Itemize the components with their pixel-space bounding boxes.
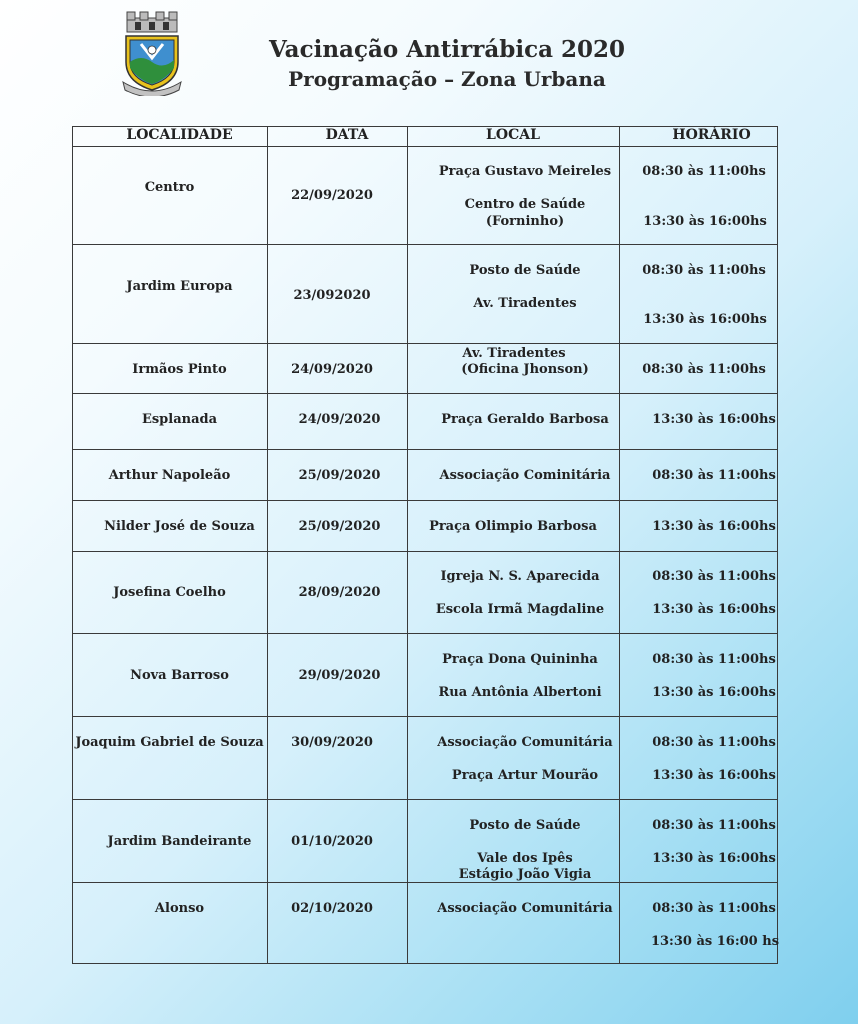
row-divider	[72, 343, 778, 344]
cell-local: (Forninho)	[485, 214, 565, 229]
cell-horario: 08:30 às 11:00hs	[652, 818, 776, 833]
cell-local: Associação Comunitária	[437, 735, 613, 750]
cell-horario: 13:30 às 16:00hs	[643, 312, 767, 327]
cell-local: (Oficina Jhonson)	[461, 362, 589, 377]
cell-local: Av. Tiradentes	[473, 296, 577, 311]
page-subtitle	[0, 67, 858, 91]
cell-data: 29/09/2020	[298, 668, 381, 683]
cell-data: 01/10/2020	[291, 834, 373, 849]
cell-local: Praça Artur Mourão	[451, 768, 599, 783]
cell-localidade: Esplanada	[141, 412, 218, 427]
cell-local: Praça Dona Quininha	[442, 652, 598, 667]
cell-data: 23/092020	[293, 288, 371, 303]
title-text: Vacinação Antirrábica 2020	[268, 36, 626, 63]
row-divider	[72, 393, 778, 394]
cell-local: Praça Olimpio Barbosa	[429, 519, 597, 534]
cell-local: Praça Geraldo Barbosa	[441, 412, 609, 427]
cell-localidade: Alonso	[154, 901, 205, 916]
cell-data: 24/09/2020	[291, 362, 373, 377]
cell-horario: 08:30 às 11:00hs	[652, 468, 776, 483]
row-divider	[72, 799, 778, 800]
cell-horario: 13:30 às 16:00hs	[652, 519, 776, 534]
cell-horario: 13:30 às 16:00hs	[652, 851, 776, 866]
cell-local: Posto de Saúde	[469, 263, 581, 278]
cell-horario: 08:30 às 11:00hs	[642, 164, 766, 179]
row-divider	[72, 500, 778, 501]
subtitle-text: Programação – Zona Urbana	[288, 67, 606, 91]
cell-horario: 13:30 às 16:00hs	[643, 214, 767, 229]
cell-horario: 08:30 às 11:00hs	[642, 263, 766, 278]
schedule-table	[72, 126, 778, 964]
column-header-data: DATA	[325, 127, 369, 143]
cell-localidade: Centro	[144, 180, 195, 195]
cell-local: Escola Irmã Magdaline	[435, 602, 605, 617]
row-divider	[72, 633, 778, 634]
cell-horario: 08:30 às 11:00hs	[652, 652, 776, 667]
cell-data: 25/09/2020	[298, 468, 381, 483]
row-divider	[72, 716, 778, 717]
cell-local: Igreja N. S. Aparecida	[440, 569, 600, 584]
cell-localidade: Nilder José de Souza	[104, 519, 255, 534]
row-divider	[72, 244, 778, 245]
cell-horario: 08:30 às 11:00hs	[642, 362, 766, 377]
cell-localidade: Joaquim Gabriel de Souza	[75, 735, 264, 750]
row-divider	[72, 551, 778, 552]
cell-horario: 13:30 às 16:00hs	[652, 685, 776, 700]
cell-local: Vale dos Ipês	[477, 851, 573, 866]
column-divider	[619, 126, 620, 964]
cell-local: Praça Gustavo Meireles	[438, 164, 612, 179]
cell-localidade: Jardim Bandeirante	[107, 834, 252, 849]
cell-localidade: Jardim Europa	[126, 279, 233, 294]
cell-horario: 08:30 às 11:00hs	[652, 569, 776, 584]
cell-local: Associação Cominitária	[439, 468, 611, 483]
row-divider	[72, 146, 778, 147]
cell-localidade: Nova Barroso	[130, 668, 229, 683]
cell-local: Rua Antônia Albertoni	[438, 685, 602, 700]
column-header-local: LOCAL	[486, 127, 540, 143]
cell-local: Posto de Saúde	[469, 818, 581, 833]
cell-localidade: Arthur Napoleão	[108, 468, 231, 483]
cell-local: Estágio João Vigia	[458, 867, 592, 882]
cell-localidade: Josefina Coelho	[113, 585, 226, 600]
cell-data: 25/09/2020	[298, 519, 381, 534]
cell-horario: 08:30 às 11:00hs	[652, 735, 776, 750]
cell-horario: 13:30 às 16:00 hs	[650, 934, 780, 949]
cell-data: 22/09/2020	[291, 188, 373, 203]
cell-horario: 13:30 às 16:00hs	[652, 602, 776, 617]
cell-data: 24/09/2020	[298, 412, 381, 427]
cell-horario: 08:30 às 11:00hs	[652, 901, 776, 916]
cell-localidade: Irmãos Pinto	[132, 362, 227, 377]
row-divider	[72, 449, 778, 450]
cell-horario: 13:30 às 16:00hs	[652, 768, 776, 783]
cell-horario: 13:30 às 16:00hs	[652, 412, 776, 427]
cell-local: Av. Tiradentes	[462, 346, 566, 361]
column-header-localidade: LOCALIDADE	[126, 127, 233, 143]
page-title	[0, 36, 858, 63]
cell-local: Associação Comunitária	[437, 901, 613, 916]
column-divider	[407, 126, 408, 964]
cell-data: 28/09/2020	[298, 585, 381, 600]
column-header-horario: HORÁRIO	[672, 127, 751, 143]
cell-data: 02/10/2020	[291, 901, 373, 916]
cell-data: 30/09/2020	[291, 735, 373, 750]
cell-local: Centro de Saúde	[464, 197, 586, 212]
